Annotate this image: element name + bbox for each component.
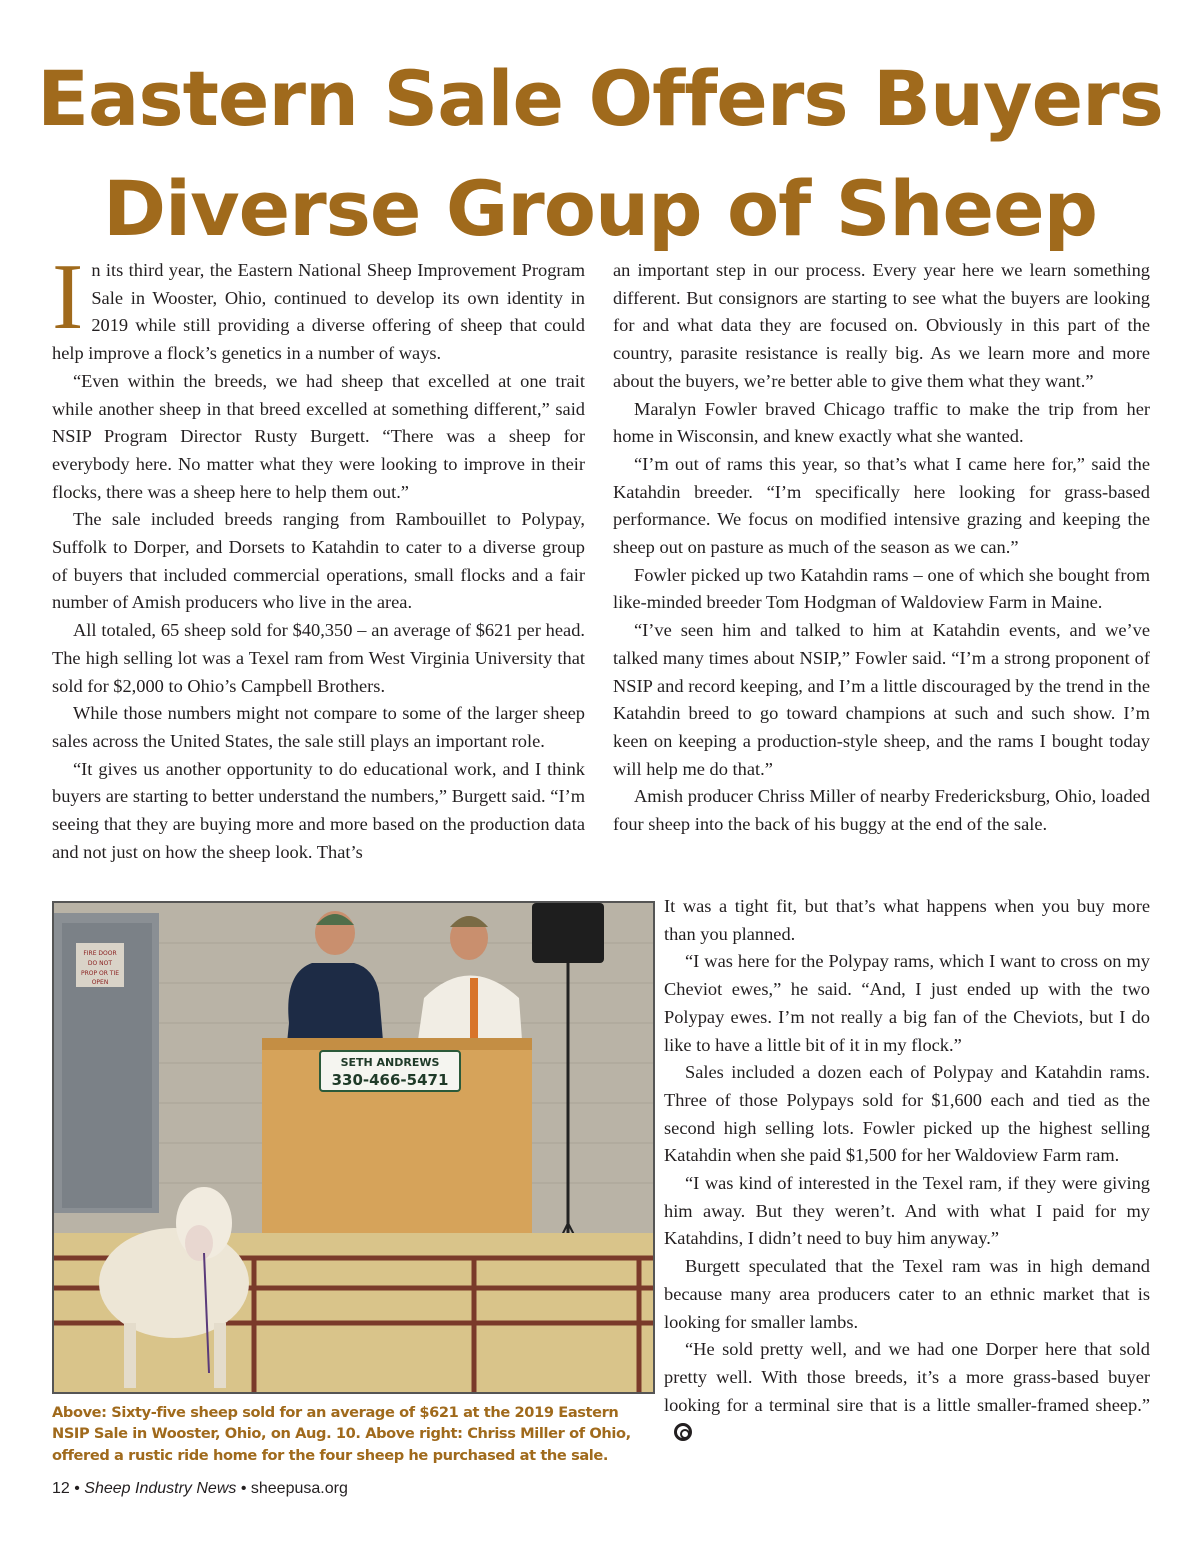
paragraph-9: Fowler picked up two Katahdin rams – one of which she bought from like-minded breeder Tom Hodgman of Waldoview Farm in Maine. (613, 564, 1150, 613)
paragraph-12: “I was here for the Polypay rams, which I want to cross on my Cheviot ewes,” he said. “And, I just ended up with the two Polypay ewes. I’m not really a big fan of the Cheviots, but I do like to have a little bit of it in my flock.” (664, 951, 1150, 1055)
paragraph-1-text: n its third year, the Eastern National Sheep Improvement Program Sale in Wooster, Ohio, continued to develop its own identity in 2019 while still providing a diverse offering of sheep that could help improve a flock’s genetics in a number of ways. (52, 260, 585, 364)
footer-bullet-1: • (74, 1480, 85, 1497)
sale-photo (52, 901, 655, 1394)
paragraph-4: All totaled, 65 sheep sold for $40,350 – an average of $621 per head. The high selling lot was a Texel ram from West Virginia University that sold for $2,000 to Ohio’s Campbell Brothers. (52, 620, 585, 696)
footer-bullet-2: • (240, 1480, 251, 1497)
paragraph-7: Maralyn Fowler braved Chicago traffic to make the trip from her home in Wisconsin, and knew exactly what she wanted. (613, 398, 1150, 447)
paragraph-6: “It gives us another opportunity to do educational work, and I think buyers are starting to better understand the numbers,” Burgett said. “I’m seeing that they are buying more and more based on the production data and not just on how the sheep look. That’s (52, 758, 585, 862)
paragraph-5: While those numbers might not compare to some of the larger sheep sales across the United States, the sale still plays an important role. (52, 703, 585, 751)
paragraph-1 (52, 245, 585, 368)
auction-sign (320, 1051, 460, 1091)
sale-photo-illustration (54, 903, 653, 1392)
paragraph-13: Sales included a dozen each of Polypay and Katahdin rams. Three of those Polypays sold for $1,600 each and tied as the second high selling lots. Fowler picked up the highest selling Katahdin when she paid $1,500 for her Waldoview Farm ram. (664, 1062, 1150, 1166)
article-column-right-top (613, 257, 1150, 839)
svg-text:DO NOT: DO NOT (87, 960, 113, 967)
svg-text:PROP OR TIE: PROP OR TIE (80, 970, 120, 977)
website-url: sheepusa.org (250, 1480, 348, 1497)
paragraph-16 (664, 1336, 1150, 1447)
page-footer (52, 1480, 348, 1498)
page-number: 12 (52, 1480, 70, 1497)
drop-cap: I (52, 245, 84, 349)
svg-text:FIRE DOOR: FIRE DOOR (83, 950, 117, 957)
fire-door-sign (76, 943, 124, 987)
svg-text:OPEN: OPEN (91, 979, 109, 986)
sign-phone: 330-466-5471 (331, 1071, 449, 1089)
headline-line-1: Eastern Sale Offers Buyers (37, 54, 1163, 143)
paragraph-3: The sale included breeds ranging from Rambouillet to Polypay, Suffolk to Dorper, and Dorsets to Katahdin to cater to a diverse group of buyers that included commercial operations, small flocks and a fair number of Amish producers who live in the area. (52, 509, 585, 613)
paragraph-16-text: “He sold pretty well, and we had one Dorper here that sold pretty well. With those breeds, it’s a more grass-based buyer looking for a terminal sire that is a little smaller-framed sheep.” (664, 1339, 1150, 1415)
sign-name: SETH ANDREWS (340, 1056, 440, 1069)
paragraph-8: “I’m out of rams this year, so that’s what I came here for,” said the Katahdin breeder. “I’m specifically here looking for grass-based performance. We focus on modified intensive grazing and keeping the sheep out on pasture as much of the season as we can.” (613, 453, 1150, 558)
article-column-right-bottom (664, 893, 1150, 1447)
paragraph-6-continued: an important step in our process. Every year here we learn something different. But consignors are starting to see what the buyers are looking for and what data they are focused on. Obviously in this part of the country, parasite resistance is really big. As we learn more and more about the buyers, we’re better able to give them what they want.” (613, 260, 1150, 391)
headline-line-2: Diverse Group of Sheep (102, 164, 1098, 253)
paragraph-14: “I was kind of interested in the Texel ram, if they were giving him away. But they weren’t. And with what I paid for my Katahdins, I didn’t need to buy him anyway.” (664, 1173, 1150, 1249)
photo-caption: Above: Sixty-five sheep sold for an average of $621 at the 2019 Eastern NSIP Sale in Wooster, Ohio, on Aug. 10. Above right: Chriss Miller of Ohio, offered a rustic ride home for the four sheep he purchased at the sale. (52, 1404, 631, 1464)
paragraph-15: Burgett speculated that the Texel ram was in high demand because many area producers cater to an ethnic market that is looking for smaller lambs. (664, 1256, 1150, 1332)
publication-name: Sheep Industry News (84, 1480, 237, 1497)
article-headline (0, 44, 1200, 264)
paragraph-11: Amish producer Chriss Miller of nearby Fredericksburg, Ohio, loaded four sheep into the back of his buggy at the end of the sale. (613, 786, 1150, 835)
article-column-left (52, 245, 585, 866)
paragraph-2: “Even within the breeds, we had sheep that excelled at one trait while another sheep in that breed excelled at something different,” said NSIP Program Director Rusty Burgett. “There was a sheep for everybody here. No matter what they were looking to improve in their flocks, there was a sheep here to help them out.” (52, 370, 585, 502)
paragraph-11-continued: It was a tight fit, but that’s what happens when you buy more than you planned. (664, 896, 1150, 944)
paragraph-10: “I’ve seen him and talked to him at Katahdin events, and we’ve talked many times about NSIP,” Fowler said. “I’m a strong proponent of NSIP and record keeping, and I’m a little discouraged by the trend in the Katahdin breed to go toward champions at such and such show. I’m keen on keeping a production-style sheep, and the rams I bought today will help me do that.” (613, 620, 1150, 779)
end-mark-icon (674, 1423, 692, 1441)
